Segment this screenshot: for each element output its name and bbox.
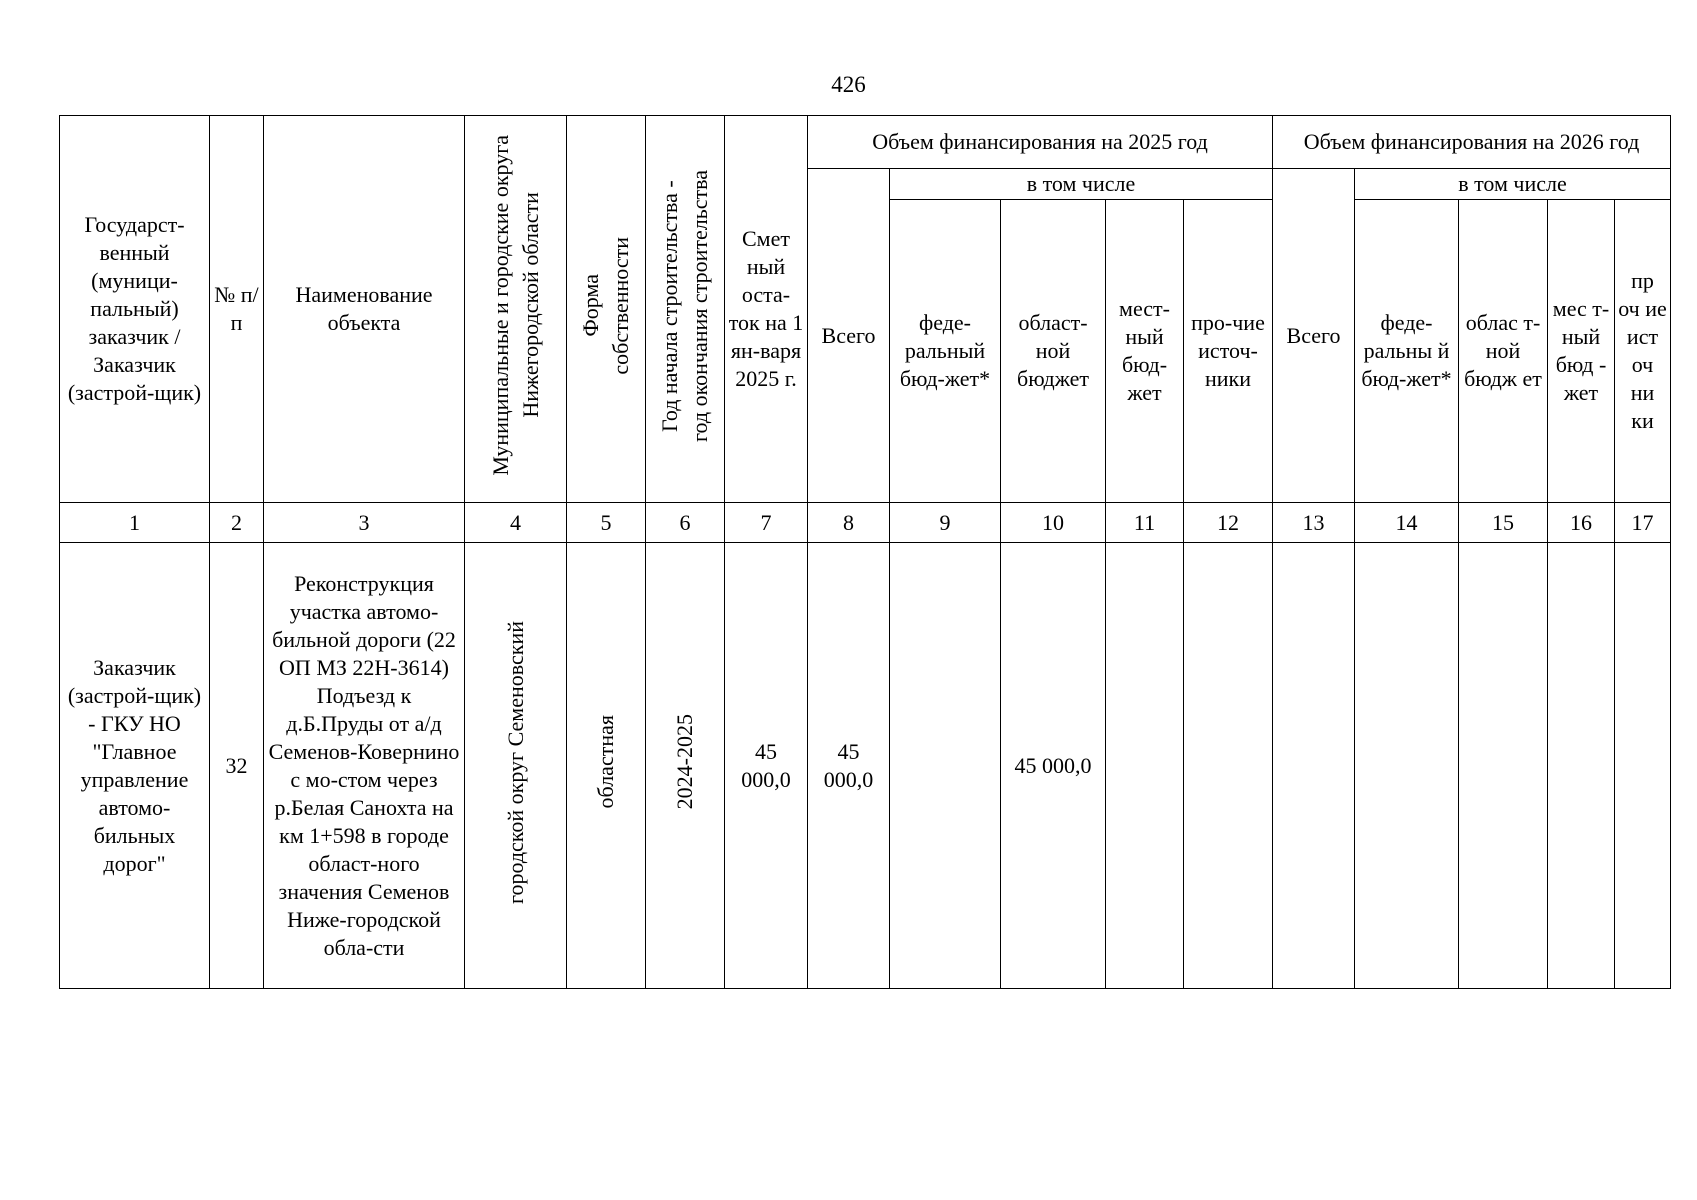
header-years [646, 116, 725, 503]
header-incl-2025: в том числе [890, 169, 1273, 200]
header-oth-2026: пр оч ие ист оч ни ки [1615, 200, 1671, 503]
cell-district-text: городской округ Семеновский [502, 620, 528, 904]
column-number-row [60, 503, 1671, 543]
header-incl-2026: в том числе [1355, 169, 1671, 200]
column-number: 1 [60, 503, 210, 543]
cell-total-2025: 45 000,0 [808, 543, 890, 989]
header-reg-2026: облас т-ной бюдж ет [1459, 200, 1548, 503]
header-loc-2025: мест-ный бюд-жет [1106, 200, 1184, 503]
column-number: 16 [1548, 503, 1615, 543]
column-number: 4 [465, 503, 567, 543]
header-fin-2025: Объем финансирования на 2025 год [808, 116, 1273, 169]
cell-ownership [567, 543, 646, 989]
column-number: 3 [264, 503, 465, 543]
column-number: 2 [210, 503, 264, 543]
cell-oth-2025 [1184, 543, 1273, 989]
cell-num: 32 [210, 543, 264, 989]
header-balance: Смет ный оста-ток на 1 ян-варя 2025 г. [725, 116, 808, 503]
column-number: 5 [567, 503, 646, 543]
cell-fed-2026 [1355, 543, 1459, 989]
column-number: 13 [1273, 503, 1355, 543]
header-customer: Государст-венный (муници-пальный) заказчик / Заказчик (застрой-щик) [60, 116, 210, 503]
cell-loc-2026 [1548, 543, 1615, 989]
header-years-text: Год начала строительства - год окончания строительства [657, 169, 712, 442]
column-number: 17 [1615, 503, 1671, 543]
page-number: 426 [831, 72, 866, 97]
header-fed-2026: феде-ральны й бюд-жет* [1355, 200, 1459, 503]
column-number: 7 [725, 503, 808, 543]
cell-reg-2025: 45 000,0 [1001, 543, 1106, 989]
column-number: 9 [890, 503, 1001, 543]
cell-oth-2026 [1615, 543, 1671, 989]
cell-fed-2025 [890, 543, 1001, 989]
cell-object-name: Реконструкция участка автомо-бильной дороги (22 ОП МЗ 22Н-3614) Подъезд к д.Б.Пруды от а/д Семенов-Ковернино с мо-стом через р.Белая Санохта на км 1+598 в городе област-ного значения Семенов Ниже-городской обла-сти [264, 543, 465, 989]
header-district [465, 116, 567, 503]
header-reg-2025: област-ной бюджет [1001, 200, 1106, 503]
column-number: 12 [1184, 503, 1273, 543]
column-number: 10 [1001, 503, 1106, 543]
header-fed-2025: феде-ральный бюд-жет* [890, 200, 1001, 503]
header-ownership [567, 116, 646, 503]
header-district-text: Муниципальные и городские округа Нижегородской области [487, 135, 543, 476]
column-number: 15 [1459, 503, 1548, 543]
column-number: 11 [1106, 503, 1184, 543]
header-fin-2026: Объем финансирования на 2026 год [1273, 116, 1671, 169]
cell-total-2026 [1273, 543, 1355, 989]
column-number: 6 [646, 503, 725, 543]
cell-loc-2025 [1106, 543, 1184, 989]
cell-district [465, 543, 567, 989]
header-num: № п/п [210, 116, 264, 503]
column-number: 8 [808, 503, 890, 543]
column-number: 14 [1355, 503, 1459, 543]
header-loc-2026: мес т-ный бюд - жет [1548, 200, 1615, 503]
cell-ownership-text: областная [593, 715, 618, 809]
financing-table [59, 115, 1671, 989]
header-total-2026: Всего [1273, 169, 1355, 503]
header-row-1 [60, 116, 1671, 169]
cell-balance: 45 000,0 [725, 543, 808, 989]
table-row [60, 543, 1671, 989]
cell-years-text: 2024-2025 [672, 714, 697, 810]
cell-reg-2026 [1459, 543, 1548, 989]
cell-years [646, 543, 725, 989]
header-ownership-text: Форма собственности [578, 236, 633, 375]
cell-customer: Заказчик (застрой-щик) - ГКУ НО "Главное управление автомо-бильных дорог" [60, 543, 210, 989]
header-name: Наименование объекта [264, 116, 465, 503]
header-total-2025: Всего [808, 169, 890, 503]
header-oth-2025: про-чие источ-ники [1184, 200, 1273, 503]
